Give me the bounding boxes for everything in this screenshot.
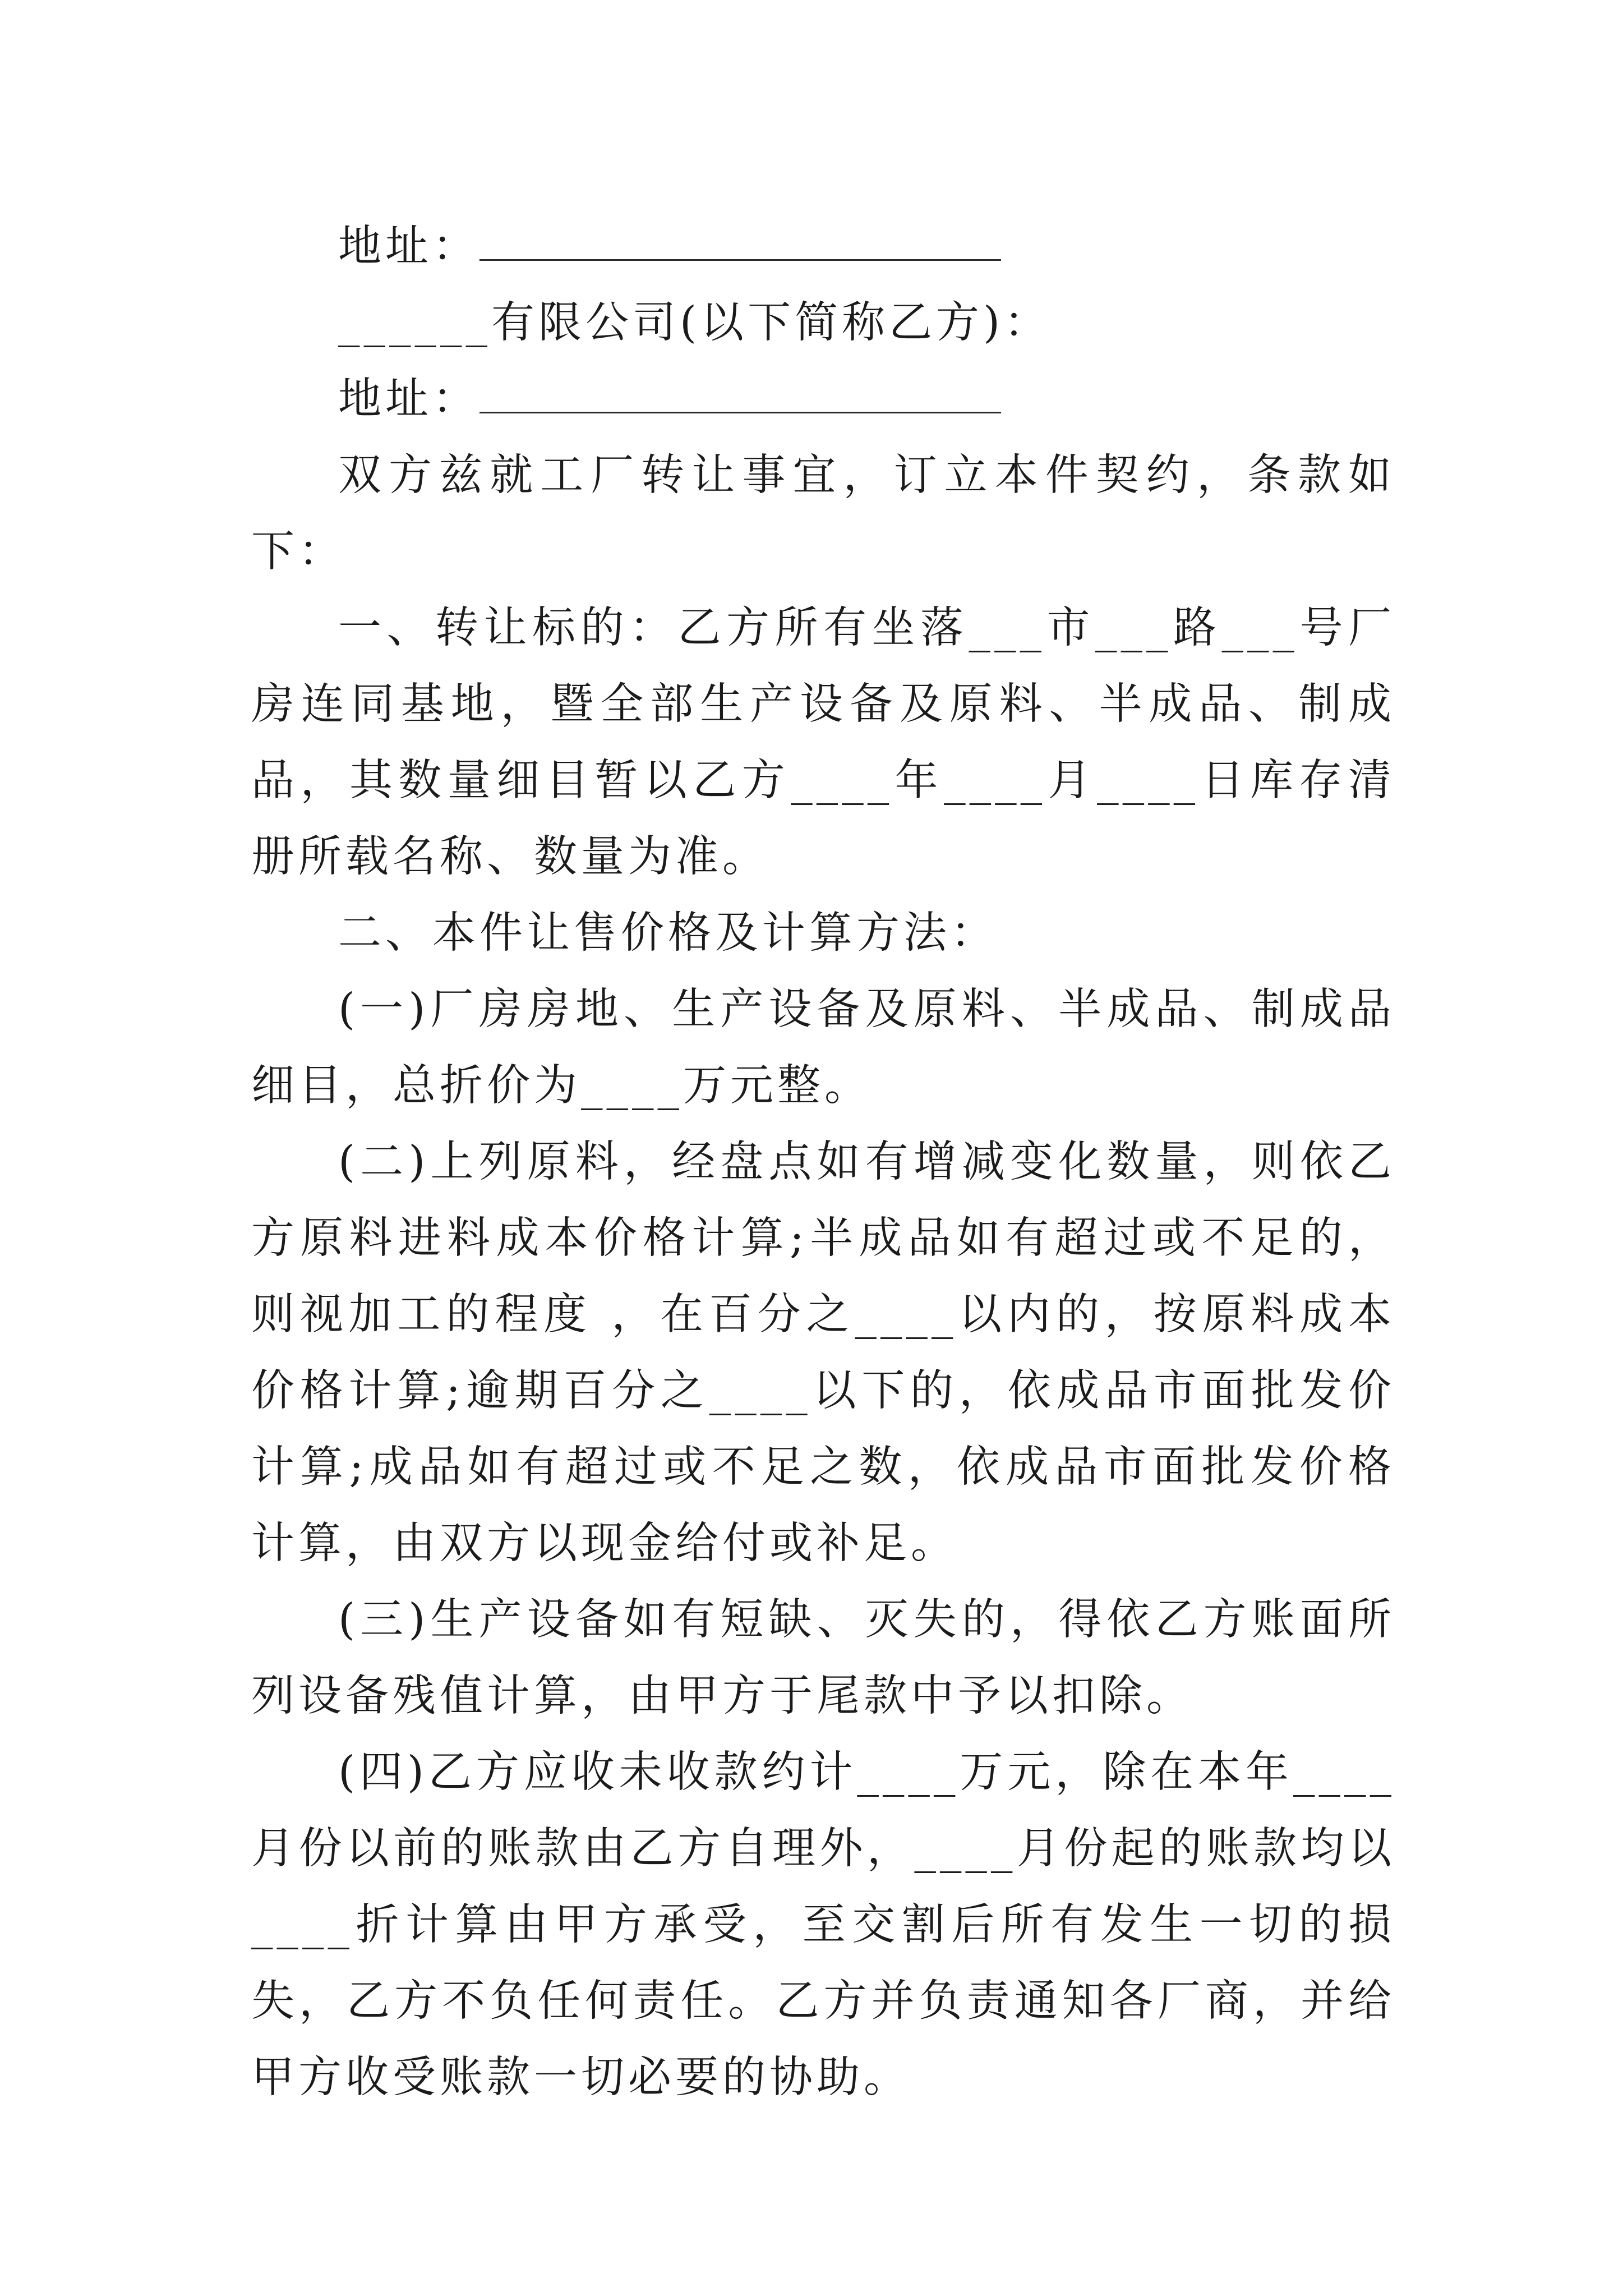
clause-2-3-paragraph: (三)生产设备如有短缺、灭失的，得依乙方账面所列设备残值计算，由甲方于尾款中予以扣除。 xyxy=(251,1595,1395,1721)
clause-2-heading: 二、本件让售价格及计算方法： xyxy=(338,908,998,958)
document-body xyxy=(251,209,1395,2116)
clause-2-4-paragraph: (四)乙方应收未收款约计____万元，除在本年____月份以前的账款由乙方自理外，____月份起的账款均以____折计算由甲方承受，至交割后所有发生一切的损失，乙方不负任何责任。乙方并负责通知各厂商，并给甲方收受账款一切必要的协助。 xyxy=(251,1747,1395,2102)
address-blank-line xyxy=(479,368,1001,413)
address-line-party-a xyxy=(251,209,1395,285)
clause-2-2-paragraph: (二)上列原料，经盘点如有增减变化数量，则依乙方原料进料成本价格计算;半成品如有超过或不足的，则视加工的程度 ，在百分之____以内的，按原料成本价格计算;逾期百分之____以下的，依成品市面批发价计算;成品如有超过或不足之数，依成品市面批发价格计算，由双方以现金给付或补足。 xyxy=(251,1137,1395,1568)
address-label: 地址： xyxy=(338,374,479,424)
clause-1-paragraph: 一、转让标的：乙方所有坐落___市___路___号厂房连同基地，暨全部生产设备及原料、半成品、制成品，其数量细目暂以乙方____年____月____日库存清册所载名称、数量为准。 xyxy=(251,603,1395,882)
address-label: 地址： xyxy=(338,222,479,272)
clause-2-1-paragraph: (一)厂房房地、生产设备及原料、半成品、制成品细目，总折价为____万元整。 xyxy=(251,984,1395,1111)
intro-paragraph: 双方兹就工厂转让事宜，订立本件契约，条款如下： xyxy=(251,450,1395,577)
address-line-party-b xyxy=(251,361,1395,438)
address-blank-line xyxy=(479,215,1001,261)
party-b-line: ______有限公司(以下简称乙方)： xyxy=(338,298,1052,348)
